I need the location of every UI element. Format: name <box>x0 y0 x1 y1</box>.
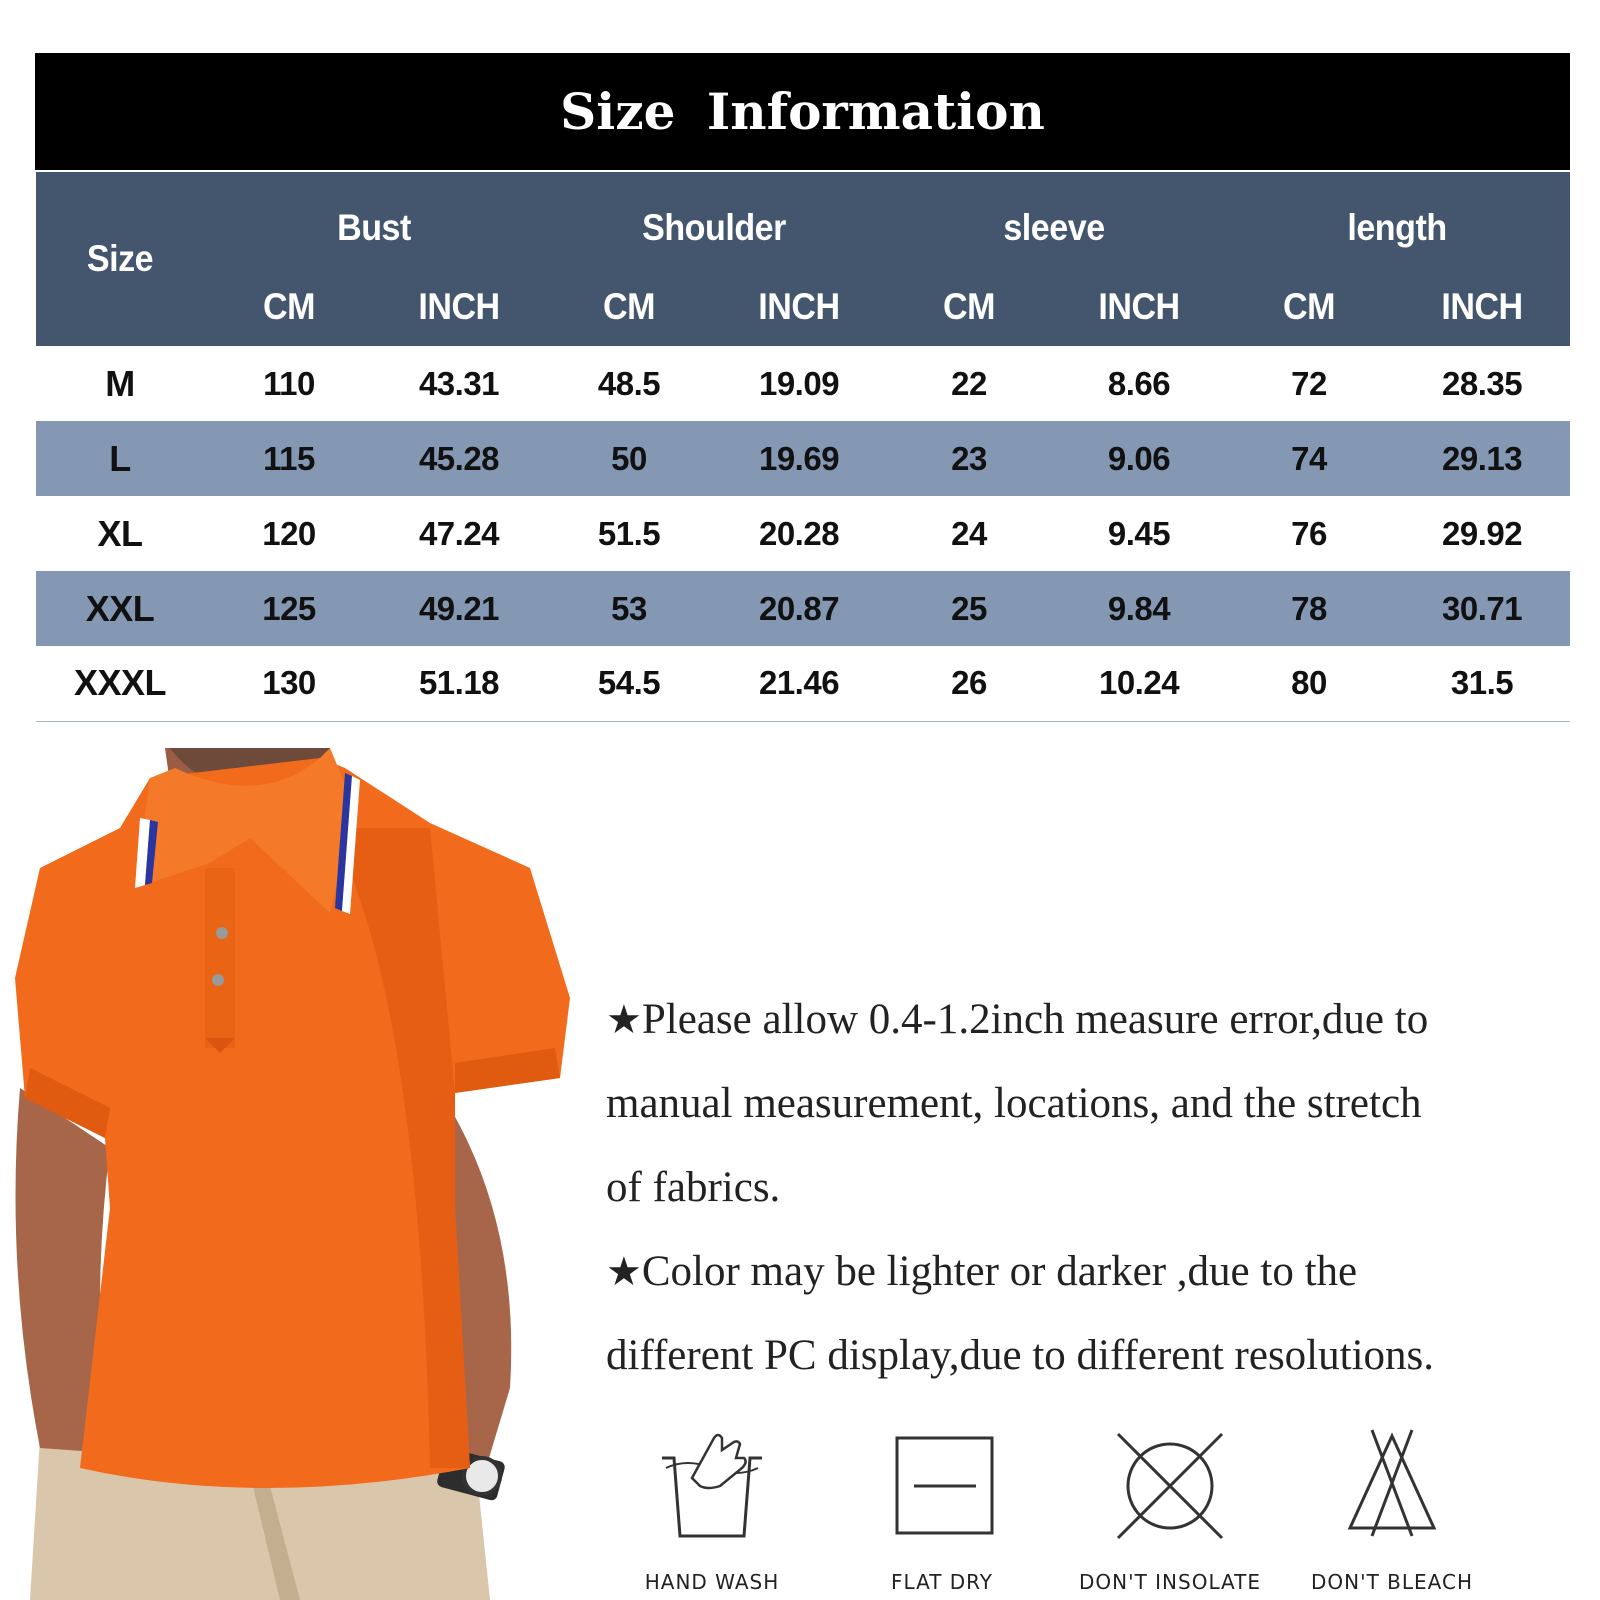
unit-header: CM <box>1283 285 1336 327</box>
unit-header: CM <box>602 285 656 327</box>
size-cell: XXL <box>85 587 155 629</box>
table-row <box>36 421 1570 496</box>
unit-header: CM <box>262 285 316 327</box>
care-label: DON'T BLEACH <box>1310 1570 1473 1594</box>
unit-header: INCH <box>1441 285 1523 327</box>
care-label: HAND WASH <box>644 1570 780 1594</box>
polo-shirt-photo <box>0 748 600 1600</box>
table-cell: 21.46 <box>758 664 840 702</box>
care-label: DON'T INSOLATE <box>1078 1570 1262 1594</box>
care-flat-dry <box>842 1428 1042 1600</box>
table-cell: 74 <box>1291 439 1327 477</box>
unit-header: INCH <box>1098 285 1180 327</box>
unit-header: INCH <box>418 285 500 327</box>
table-cell: 45.28 <box>418 439 500 477</box>
table-cell: 25 <box>951 589 987 627</box>
table-cell: 130 <box>262 664 316 702</box>
table-cell: 20.28 <box>758 514 840 552</box>
table-row <box>36 346 1570 421</box>
table-cell: 78 <box>1291 589 1327 627</box>
table-cell: 28.35 <box>1441 364 1523 402</box>
table-cell: 29.92 <box>1441 514 1523 552</box>
size-cell: M <box>105 362 135 404</box>
table-cell: 120 <box>262 514 316 552</box>
table-cell: 19.69 <box>758 439 840 477</box>
table-row <box>36 496 1570 571</box>
care-label: FLAT DRY <box>890 1570 994 1594</box>
note-line: manual measurement, locations, and the stretch <box>606 1080 1422 1127</box>
table-cell: 23 <box>951 439 987 477</box>
note-line: ★Please allow 0.4-1.2inch measure error,due to <box>606 996 1429 1043</box>
table-cell: 51.18 <box>418 664 500 702</box>
unit-header: CM <box>942 285 996 327</box>
table-cell: 9.84 <box>1107 589 1171 627</box>
care-dont-bleach <box>1292 1428 1492 1600</box>
table-cell: 47.24 <box>418 514 500 552</box>
star-icon: ★ <box>606 1249 642 1294</box>
size-cell: L <box>109 437 131 479</box>
table-cell: 22 <box>951 364 987 402</box>
table-cell: 50 <box>611 439 647 477</box>
note-line: of fabrics. <box>606 1164 781 1211</box>
table-cell: 19.09 <box>758 364 840 402</box>
table-cell: 8.66 <box>1107 364 1171 402</box>
table-cell: 10.24 <box>1098 664 1180 702</box>
unit-header: INCH <box>758 285 840 327</box>
size-table <box>36 172 1570 722</box>
star-icon: ★ <box>606 997 642 1042</box>
size-cell: XXXL <box>73 662 167 704</box>
table-cell: 9.06 <box>1107 439 1171 477</box>
hand-wash-icon <box>652 1428 772 1548</box>
table-cell: 53 <box>611 589 647 627</box>
table-cell: 115 <box>263 439 315 477</box>
table-cell: 29.13 <box>1441 439 1523 477</box>
sleeve-header: sleeve <box>1003 207 1105 248</box>
table-cell: 125 <box>262 589 316 627</box>
flat-dry-icon <box>882 1428 1002 1548</box>
care-dont-insolate <box>1070 1428 1270 1600</box>
dont-bleach-icon <box>1332 1428 1452 1548</box>
table-cell: 76 <box>1291 514 1327 552</box>
bust-header: Bust <box>337 207 411 248</box>
table-cell: 72 <box>1291 364 1327 402</box>
table-cell: 26 <box>951 664 987 702</box>
table-cell: 110 <box>263 364 315 402</box>
table-cell: 54.5 <box>597 664 661 702</box>
shoulder-header: Shoulder <box>642 207 786 248</box>
care-hand-wash <box>612 1428 812 1600</box>
measurement-note <box>606 978 1566 1230</box>
table-cell: 31.5 <box>1450 664 1514 702</box>
table-cell: 49.21 <box>418 589 500 627</box>
table-cell: 43.31 <box>418 364 500 402</box>
table-row <box>36 646 1570 721</box>
table-cell: 20.87 <box>758 589 840 627</box>
table-cell: 9.45 <box>1107 514 1171 552</box>
page-title: Size Information <box>35 53 1570 170</box>
note-line: different PC display,due to different resolutions. <box>606 1332 1435 1379</box>
note-line: ★Color may be lighter or darker ,due to the <box>606 1248 1358 1295</box>
size-column-header: Size <box>86 238 154 279</box>
table-row <box>36 571 1570 646</box>
length-header: length <box>1347 207 1447 248</box>
table-cell: 48.5 <box>597 364 661 402</box>
dont-insolate-icon <box>1110 1428 1230 1548</box>
color-note <box>606 1230 1566 1398</box>
table-cell: 30.71 <box>1441 589 1523 627</box>
table-cell: 80 <box>1291 664 1327 702</box>
table-cell: 24 <box>951 514 987 552</box>
table-cell: 51.5 <box>597 514 661 552</box>
size-cell: XL <box>97 512 143 554</box>
